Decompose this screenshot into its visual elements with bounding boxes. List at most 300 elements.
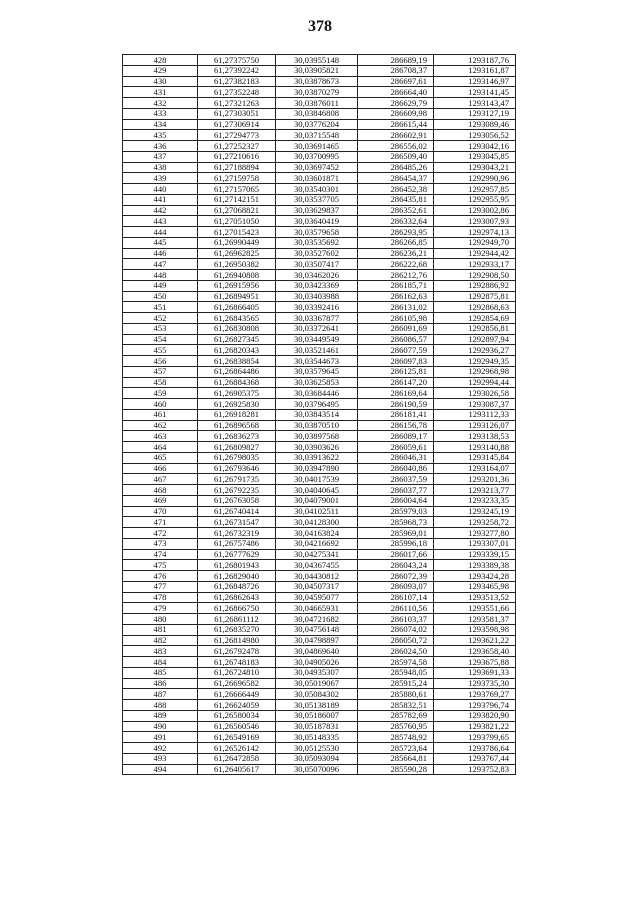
x-coordinate-cell: 286059,61 xyxy=(358,442,434,453)
y-coordinate-cell: 1293042,16 xyxy=(434,141,516,152)
latitude-cell: 61,27142151 xyxy=(198,194,276,205)
latitude-cell: 61,26792235 xyxy=(198,485,276,496)
point-number-cell: 473 xyxy=(123,538,198,549)
x-coordinate-cell: 285915,24 xyxy=(358,678,434,689)
x-coordinate-cell: 286050,72 xyxy=(358,635,434,646)
x-coordinate-cell: 285880,61 xyxy=(358,689,434,700)
x-coordinate-cell: 286556,02 xyxy=(358,141,434,152)
x-coordinate-cell: 286037,77 xyxy=(358,485,434,496)
point-number-cell: 472 xyxy=(123,528,198,539)
y-coordinate-cell: 1293389,38 xyxy=(434,560,516,571)
latitude-cell: 61,26740414 xyxy=(198,506,276,517)
latitude-cell: 61,26405617 xyxy=(198,764,276,775)
point-number-cell: 464 xyxy=(123,442,198,453)
y-coordinate-cell: 1292856,81 xyxy=(434,323,516,334)
x-coordinate-cell: 285974,58 xyxy=(358,657,434,668)
longitude-cell: 30,05084302 xyxy=(276,689,358,700)
table-row xyxy=(123,538,516,549)
y-coordinate-cell: 1292933,17 xyxy=(434,259,516,270)
latitude-cell: 61,26732319 xyxy=(198,528,276,539)
y-coordinate-cell: 1293145,84 xyxy=(434,452,516,463)
x-coordinate-cell: 286452,38 xyxy=(358,184,434,195)
x-coordinate-cell: 286040,86 xyxy=(358,463,434,474)
longitude-cell: 30,03601871 xyxy=(276,173,358,184)
longitude-cell: 30,05186007 xyxy=(276,710,358,721)
x-coordinate-cell: 286190,59 xyxy=(358,399,434,410)
x-coordinate-cell: 285664,81 xyxy=(358,753,434,764)
y-coordinate-cell: 1293424,28 xyxy=(434,571,516,582)
point-number-cell: 432 xyxy=(123,98,198,109)
x-coordinate-cell: 285782,69 xyxy=(358,710,434,721)
longitude-cell: 30,03870279 xyxy=(276,87,358,98)
point-number-cell: 457 xyxy=(123,366,198,377)
table-row xyxy=(123,743,516,754)
point-number-cell: 474 xyxy=(123,549,198,560)
y-coordinate-cell: 1292875,81 xyxy=(434,291,516,302)
table-row xyxy=(123,377,516,388)
point-number-cell: 460 xyxy=(123,399,198,410)
page-number: 378 xyxy=(308,18,332,35)
x-coordinate-cell: 286332,64 xyxy=(358,216,434,227)
y-coordinate-cell: 1292854,69 xyxy=(434,313,516,324)
y-coordinate-cell: 1293245,19 xyxy=(434,506,516,517)
x-coordinate-cell: 285723,64 xyxy=(358,743,434,754)
point-number-cell: 477 xyxy=(123,581,198,592)
latitude-cell: 61,26829040 xyxy=(198,571,276,582)
x-coordinate-cell: 286004,64 xyxy=(358,495,434,506)
x-coordinate-cell: 286105,98 xyxy=(358,313,434,324)
latitude-cell: 61,26866750 xyxy=(198,603,276,614)
longitude-cell: 30,03544673 xyxy=(276,356,358,367)
latitude-cell: 61,27303051 xyxy=(198,108,276,119)
table-row xyxy=(123,216,516,227)
table-row xyxy=(123,227,516,238)
latitude-cell: 61,26866405 xyxy=(198,302,276,313)
y-coordinate-cell: 1293141,45 xyxy=(434,87,516,98)
x-coordinate-cell: 285969,01 xyxy=(358,528,434,539)
y-coordinate-cell: 1293233,35 xyxy=(434,495,516,506)
x-coordinate-cell: 286072,39 xyxy=(358,571,434,582)
x-coordinate-cell: 286236,21 xyxy=(358,248,434,259)
x-coordinate-cell: 285979,03 xyxy=(358,506,434,517)
table-row xyxy=(123,151,516,162)
latitude-cell: 61,27015423 xyxy=(198,227,276,238)
x-coordinate-cell: 286024,50 xyxy=(358,646,434,657)
y-coordinate-cell: 1293752,83 xyxy=(434,764,516,775)
x-coordinate-cell: 286293,95 xyxy=(358,227,434,238)
table-row xyxy=(123,313,516,324)
table-row xyxy=(123,506,516,517)
latitude-cell: 61,27306914 xyxy=(198,119,276,130)
longitude-cell: 30,03372641 xyxy=(276,323,358,334)
latitude-cell: 61,26793646 xyxy=(198,463,276,474)
table-row xyxy=(123,528,516,539)
point-number-cell: 494 xyxy=(123,764,198,775)
y-coordinate-cell: 1292949,70 xyxy=(434,237,516,248)
latitude-cell: 61,26940808 xyxy=(198,270,276,281)
x-coordinate-cell: 286103,37 xyxy=(358,614,434,625)
table-row xyxy=(123,635,516,646)
y-coordinate-cell: 1293691,33 xyxy=(434,667,516,678)
longitude-cell: 30,03629837 xyxy=(276,205,358,216)
table-row xyxy=(123,646,516,657)
point-number-cell: 458 xyxy=(123,377,198,388)
x-coordinate-cell: 286212,76 xyxy=(358,270,434,281)
point-number-cell: 491 xyxy=(123,732,198,743)
latitude-cell: 61,26526142 xyxy=(198,743,276,754)
point-number-cell: 488 xyxy=(123,700,198,711)
x-coordinate-cell: 286125,81 xyxy=(358,366,434,377)
point-number-cell: 429 xyxy=(123,65,198,76)
longitude-cell: 30,04102511 xyxy=(276,506,358,517)
point-number-cell: 445 xyxy=(123,237,198,248)
y-coordinate-cell: 1292936,27 xyxy=(434,345,516,356)
latitude-cell: 61,26925830 xyxy=(198,399,276,410)
y-coordinate-cell: 1293187,76 xyxy=(434,55,516,66)
latitude-cell: 61,26827345 xyxy=(198,334,276,345)
table-row xyxy=(123,280,516,291)
point-number-cell: 433 xyxy=(123,108,198,119)
table-row xyxy=(123,259,516,270)
y-coordinate-cell: 1293277,80 xyxy=(434,528,516,539)
longitude-cell: 30,04017539 xyxy=(276,474,358,485)
x-coordinate-cell: 286131,02 xyxy=(358,302,434,313)
table-row xyxy=(123,65,516,76)
point-number-cell: 466 xyxy=(123,463,198,474)
x-coordinate-cell: 286086,57 xyxy=(358,334,434,345)
table-row xyxy=(123,130,516,141)
x-coordinate-cell: 286091,69 xyxy=(358,323,434,334)
y-coordinate-cell: 1293786,64 xyxy=(434,743,516,754)
table-row xyxy=(123,657,516,668)
x-coordinate-cell: 286697,61 xyxy=(358,76,434,87)
point-number-cell: 439 xyxy=(123,173,198,184)
x-coordinate-cell: 286454,37 xyxy=(358,173,434,184)
x-coordinate-cell: 286629,79 xyxy=(358,98,434,109)
y-coordinate-cell: 1293146,97 xyxy=(434,76,516,87)
x-coordinate-cell: 286169,64 xyxy=(358,388,434,399)
longitude-cell: 30,03697452 xyxy=(276,162,358,173)
longitude-cell: 30,04869640 xyxy=(276,646,358,657)
longitude-cell: 30,03640419 xyxy=(276,216,358,227)
latitude-cell: 61,26814980 xyxy=(198,635,276,646)
table-row xyxy=(123,581,516,592)
y-coordinate-cell: 1292868,63 xyxy=(434,302,516,313)
point-number-cell: 454 xyxy=(123,334,198,345)
latitude-cell: 61,26731547 xyxy=(198,517,276,528)
latitude-cell: 61,26835270 xyxy=(198,624,276,635)
longitude-cell: 30,03521461 xyxy=(276,345,358,356)
table-row xyxy=(123,141,516,152)
latitude-cell: 61,26864486 xyxy=(198,366,276,377)
y-coordinate-cell: 1293164,07 xyxy=(434,463,516,474)
point-number-cell: 447 xyxy=(123,259,198,270)
table-row xyxy=(123,463,516,474)
y-coordinate-cell: 1293201,36 xyxy=(434,474,516,485)
point-number-cell: 465 xyxy=(123,452,198,463)
table-row xyxy=(123,667,516,678)
latitude-cell: 61,27159758 xyxy=(198,173,276,184)
latitude-cell: 61,26801943 xyxy=(198,560,276,571)
longitude-cell: 30,04430812 xyxy=(276,571,358,582)
point-number-cell: 468 xyxy=(123,485,198,496)
longitude-cell: 30,03700995 xyxy=(276,151,358,162)
x-coordinate-cell: 286266,85 xyxy=(358,237,434,248)
table-row xyxy=(123,689,516,700)
longitude-cell: 30,04128300 xyxy=(276,517,358,528)
table-row xyxy=(123,592,516,603)
y-coordinate-cell: 1293213,77 xyxy=(434,485,516,496)
point-number-cell: 436 xyxy=(123,141,198,152)
table-row xyxy=(123,700,516,711)
y-coordinate-cell: 1293675,88 xyxy=(434,657,516,668)
latitude-cell: 61,27252327 xyxy=(198,141,276,152)
longitude-cell: 30,03897568 xyxy=(276,431,358,442)
y-coordinate-cell: 1293465,98 xyxy=(434,581,516,592)
latitude-cell: 61,26820343 xyxy=(198,345,276,356)
point-number-cell: 489 xyxy=(123,710,198,721)
longitude-cell: 30,04040645 xyxy=(276,485,358,496)
longitude-cell: 30,04935307 xyxy=(276,667,358,678)
longitude-cell: 30,03903626 xyxy=(276,442,358,453)
y-coordinate-cell: 1293127,19 xyxy=(434,108,516,119)
table-row xyxy=(123,452,516,463)
point-number-cell: 482 xyxy=(123,635,198,646)
point-number-cell: 480 xyxy=(123,614,198,625)
point-number-cell: 469 xyxy=(123,495,198,506)
table-row xyxy=(123,366,516,377)
point-number-cell: 444 xyxy=(123,227,198,238)
y-coordinate-cell: 1293621,22 xyxy=(434,635,516,646)
latitude-cell: 61,26838854 xyxy=(198,356,276,367)
longitude-cell: 30,04665931 xyxy=(276,603,358,614)
latitude-cell: 61,26809827 xyxy=(198,442,276,453)
x-coordinate-cell: 286485,26 xyxy=(358,162,434,173)
point-number-cell: 437 xyxy=(123,151,198,162)
latitude-cell: 61,26862643 xyxy=(198,592,276,603)
point-number-cell: 462 xyxy=(123,420,198,431)
table-row xyxy=(123,431,516,442)
point-number-cell: 490 xyxy=(123,721,198,732)
point-number-cell: 461 xyxy=(123,409,198,420)
x-coordinate-cell: 286352,61 xyxy=(358,205,434,216)
latitude-cell: 61,26848726 xyxy=(198,581,276,592)
latitude-cell: 61,27051050 xyxy=(198,216,276,227)
latitude-cell: 61,26950382 xyxy=(198,259,276,270)
table-row xyxy=(123,732,516,743)
longitude-cell: 30,03507417 xyxy=(276,259,358,270)
point-number-cell: 452 xyxy=(123,313,198,324)
x-coordinate-cell: 286664,40 xyxy=(358,87,434,98)
latitude-cell: 61,26918281 xyxy=(198,409,276,420)
longitude-cell: 30,05125530 xyxy=(276,743,358,754)
table-row xyxy=(123,270,516,281)
coordinates-table-body xyxy=(123,55,516,775)
latitude-cell: 61,26896568 xyxy=(198,420,276,431)
table-row xyxy=(123,420,516,431)
point-number-cell: 467 xyxy=(123,474,198,485)
longitude-cell: 30,03876011 xyxy=(276,98,358,109)
table-row xyxy=(123,721,516,732)
x-coordinate-cell: 286708,37 xyxy=(358,65,434,76)
point-number-cell: 479 xyxy=(123,603,198,614)
y-coordinate-cell: 1292886,92 xyxy=(434,280,516,291)
y-coordinate-cell: 1293513,52 xyxy=(434,592,516,603)
latitude-cell: 61,26843565 xyxy=(198,313,276,324)
point-number-cell: 481 xyxy=(123,624,198,635)
x-coordinate-cell: 286017,66 xyxy=(358,549,434,560)
y-coordinate-cell: 1293799,65 xyxy=(434,732,516,743)
point-number-cell: 443 xyxy=(123,216,198,227)
y-coordinate-cell: 1293089,46 xyxy=(434,119,516,130)
point-number-cell: 434 xyxy=(123,119,198,130)
longitude-cell: 30,03367877 xyxy=(276,313,358,324)
longitude-cell: 30,04905026 xyxy=(276,657,358,668)
x-coordinate-cell: 285832,51 xyxy=(358,700,434,711)
point-number-cell: 493 xyxy=(123,753,198,764)
table-row xyxy=(123,98,516,109)
longitude-cell: 30,04721682 xyxy=(276,614,358,625)
point-number-cell: 487 xyxy=(123,689,198,700)
x-coordinate-cell: 286156,78 xyxy=(358,420,434,431)
longitude-cell: 30,03579658 xyxy=(276,227,358,238)
x-coordinate-cell: 285996,18 xyxy=(358,538,434,549)
longitude-cell: 30,04275341 xyxy=(276,549,358,560)
table-row xyxy=(123,388,516,399)
table-row xyxy=(123,108,516,119)
x-coordinate-cell: 286689,19 xyxy=(358,55,434,66)
longitude-cell: 30,03625853 xyxy=(276,377,358,388)
latitude-cell: 61,26915956 xyxy=(198,280,276,291)
y-coordinate-cell: 1293056,52 xyxy=(434,130,516,141)
x-coordinate-cell: 286185,71 xyxy=(358,280,434,291)
longitude-cell: 30,04163824 xyxy=(276,528,358,539)
point-number-cell: 476 xyxy=(123,571,198,582)
x-coordinate-cell: 286107,14 xyxy=(358,592,434,603)
table-row xyxy=(123,119,516,130)
y-coordinate-cell: 1292994,44 xyxy=(434,377,516,388)
longitude-cell: 30,03691465 xyxy=(276,141,358,152)
y-coordinate-cell: 1293087,37 xyxy=(434,399,516,410)
latitude-cell: 61,26836273 xyxy=(198,431,276,442)
point-number-cell: 486 xyxy=(123,678,198,689)
longitude-cell: 30,03527602 xyxy=(276,248,358,259)
longitude-cell: 30,03878673 xyxy=(276,76,358,87)
table-row xyxy=(123,302,516,313)
y-coordinate-cell: 1293735,30 xyxy=(434,678,516,689)
x-coordinate-cell: 286222,68 xyxy=(358,259,434,270)
latitude-cell: 61,26792478 xyxy=(198,646,276,657)
x-coordinate-cell: 285590,28 xyxy=(358,764,434,775)
x-coordinate-cell: 285948,05 xyxy=(358,667,434,678)
table-row xyxy=(123,549,516,560)
table-row xyxy=(123,173,516,184)
point-number-cell: 450 xyxy=(123,291,198,302)
x-coordinate-cell: 286615,44 xyxy=(358,119,434,130)
longitude-cell: 30,03449549 xyxy=(276,334,358,345)
y-coordinate-cell: 1293551,66 xyxy=(434,603,516,614)
y-coordinate-cell: 1293581,37 xyxy=(434,614,516,625)
x-coordinate-cell: 286077,59 xyxy=(358,345,434,356)
longitude-cell: 30,03843514 xyxy=(276,409,358,420)
y-coordinate-cell: 1292955,95 xyxy=(434,194,516,205)
table-row xyxy=(123,184,516,195)
x-coordinate-cell: 286074,02 xyxy=(358,624,434,635)
y-coordinate-cell: 1293026,58 xyxy=(434,388,516,399)
coordinates-table xyxy=(122,54,516,775)
longitude-cell: 30,05187831 xyxy=(276,721,358,732)
latitude-cell: 61,26861112 xyxy=(198,614,276,625)
x-coordinate-cell: 286110,56 xyxy=(358,603,434,614)
longitude-cell: 30,03947890 xyxy=(276,463,358,474)
latitude-cell: 61,26962825 xyxy=(198,248,276,259)
latitude-cell: 61,27188894 xyxy=(198,162,276,173)
y-coordinate-cell: 1293339,15 xyxy=(434,549,516,560)
latitude-cell: 61,27210616 xyxy=(198,151,276,162)
longitude-cell: 30,03423369 xyxy=(276,280,358,291)
y-coordinate-cell: 1293045,85 xyxy=(434,151,516,162)
longitude-cell: 30,05070096 xyxy=(276,764,358,775)
latitude-cell: 61,26905375 xyxy=(198,388,276,399)
x-coordinate-cell: 286046,31 xyxy=(358,452,434,463)
table-row xyxy=(123,334,516,345)
table-row xyxy=(123,162,516,173)
latitude-cell: 61,26830808 xyxy=(198,323,276,334)
point-number-cell: 456 xyxy=(123,356,198,367)
x-coordinate-cell: 286147,20 xyxy=(358,377,434,388)
table-row xyxy=(123,678,516,689)
y-coordinate-cell: 1293821,22 xyxy=(434,721,516,732)
y-coordinate-cell: 1292897,94 xyxy=(434,334,516,345)
point-number-cell: 442 xyxy=(123,205,198,216)
x-coordinate-cell: 286435,81 xyxy=(358,194,434,205)
table-row xyxy=(123,205,516,216)
latitude-cell: 61,27352248 xyxy=(198,87,276,98)
table-row xyxy=(123,248,516,259)
longitude-cell: 30,03870510 xyxy=(276,420,358,431)
x-coordinate-cell: 285968,73 xyxy=(358,517,434,528)
longitude-cell: 30,04216692 xyxy=(276,538,358,549)
latitude-cell: 61,26472858 xyxy=(198,753,276,764)
table-row xyxy=(123,753,516,764)
y-coordinate-cell: 1292968,98 xyxy=(434,366,516,377)
longitude-cell: 30,05019067 xyxy=(276,678,358,689)
point-number-cell: 449 xyxy=(123,280,198,291)
point-number-cell: 463 xyxy=(123,431,198,442)
longitude-cell: 30,03905821 xyxy=(276,65,358,76)
longitude-cell: 30,05093094 xyxy=(276,753,358,764)
point-number-cell: 430 xyxy=(123,76,198,87)
table-row xyxy=(123,237,516,248)
x-coordinate-cell: 286093,07 xyxy=(358,581,434,592)
longitude-cell: 30,03537705 xyxy=(276,194,358,205)
y-coordinate-cell: 1292974,13 xyxy=(434,227,516,238)
point-number-cell: 438 xyxy=(123,162,198,173)
y-coordinate-cell: 1292908,50 xyxy=(434,270,516,281)
latitude-cell: 61,26763058 xyxy=(198,495,276,506)
y-coordinate-cell: 1293658,40 xyxy=(434,646,516,657)
longitude-cell: 30,03403988 xyxy=(276,291,358,302)
latitude-cell: 61,27068821 xyxy=(198,205,276,216)
longitude-cell: 30,03462026 xyxy=(276,270,358,281)
longitude-cell: 30,05148335 xyxy=(276,732,358,743)
latitude-cell: 61,27294773 xyxy=(198,130,276,141)
y-coordinate-cell: 1293143,47 xyxy=(434,98,516,109)
longitude-cell: 30,03535692 xyxy=(276,237,358,248)
longitude-cell: 30,03776204 xyxy=(276,119,358,130)
x-coordinate-cell: 286037,59 xyxy=(358,474,434,485)
longitude-cell: 30,03715548 xyxy=(276,130,358,141)
